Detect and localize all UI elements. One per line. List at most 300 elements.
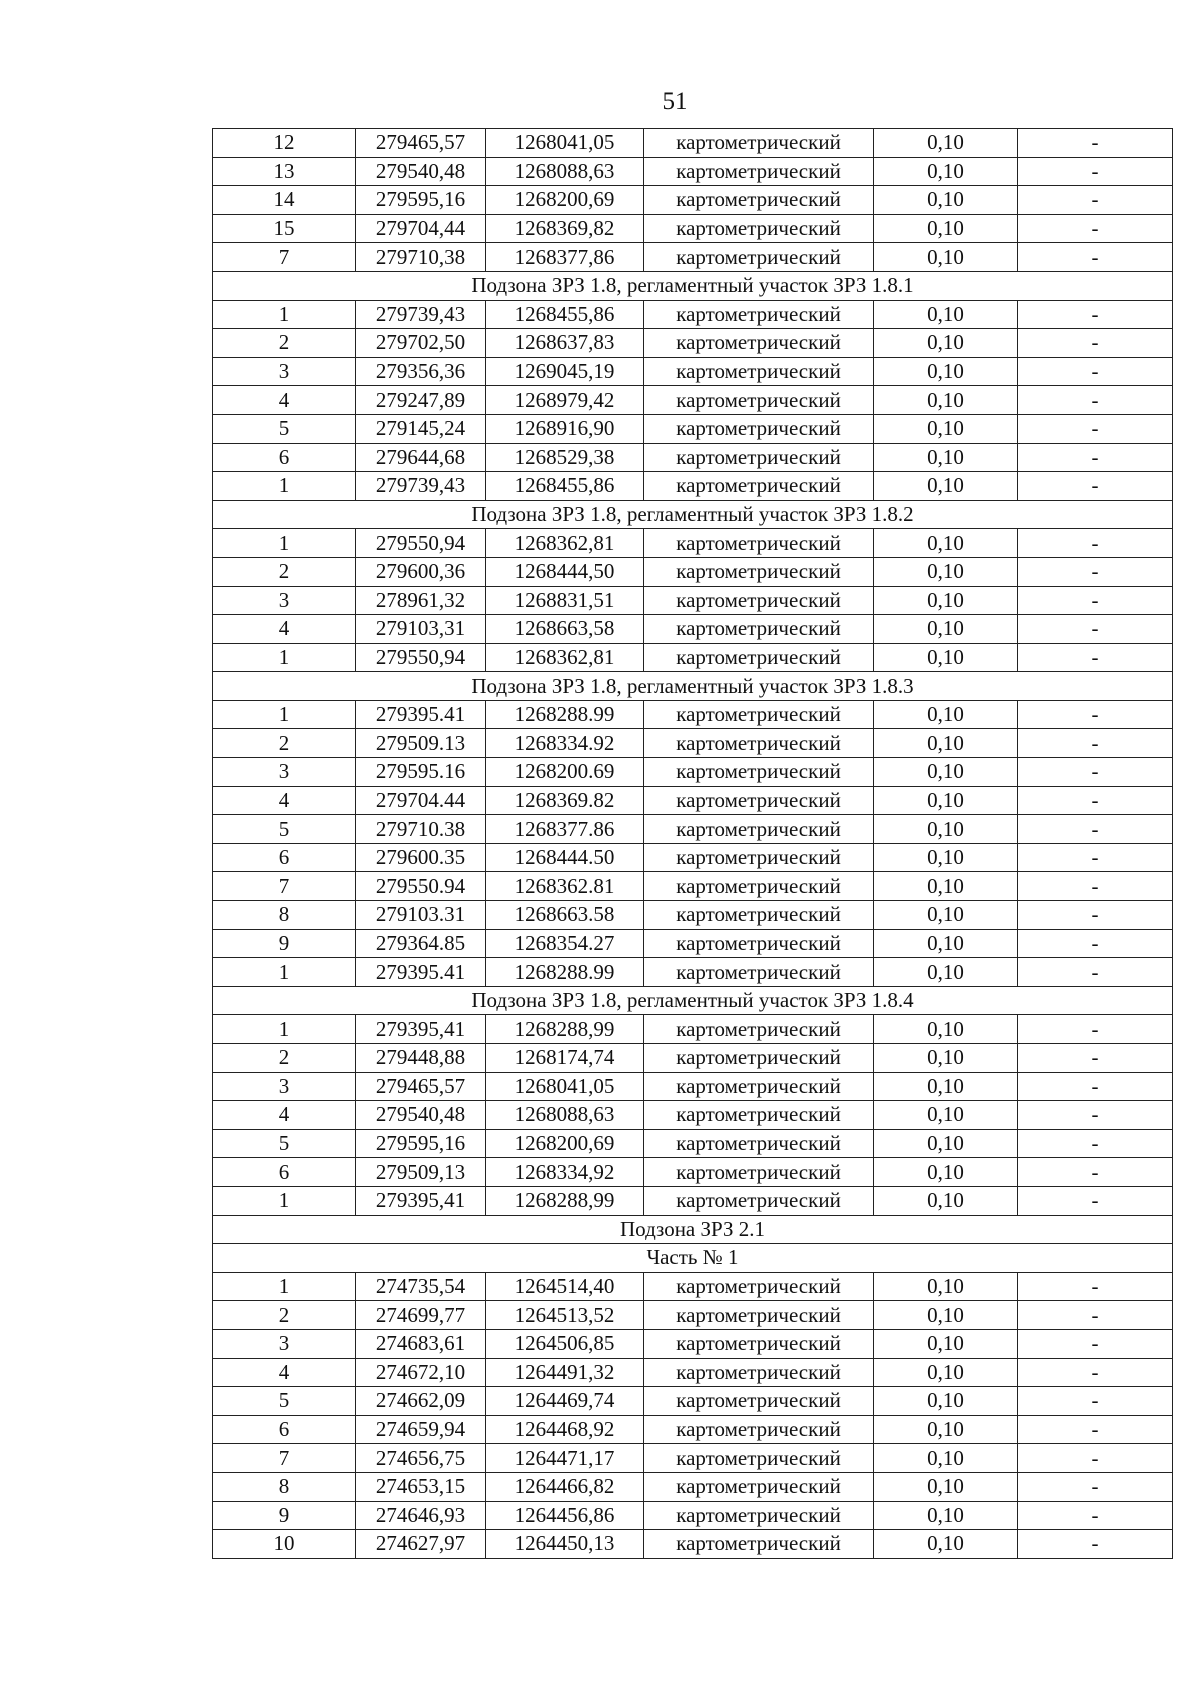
y-coordinate-cell: 1264471,17 [486, 1444, 644, 1473]
description-cell: - [1018, 472, 1173, 501]
y-coordinate-cell: 1268916,90 [486, 414, 644, 443]
y-coordinate-cell: 1268444.50 [486, 843, 644, 872]
accuracy-cell: 0,10 [874, 329, 1018, 358]
description-cell: - [1018, 1415, 1173, 1444]
y-coordinate-cell: 1268455,86 [486, 472, 644, 501]
x-coordinate-cell: 279600,36 [356, 557, 486, 586]
y-coordinate-cell: 1264466,82 [486, 1472, 644, 1501]
description-cell: - [1018, 1272, 1173, 1301]
point-number-cell: 4 [213, 1101, 356, 1130]
point-number-cell: 6 [213, 843, 356, 872]
method-cell: картометрический [644, 872, 874, 901]
accuracy-cell: 0,10 [874, 1301, 1018, 1330]
accuracy-cell: 0,10 [874, 958, 1018, 987]
accuracy-cell: 0,10 [874, 901, 1018, 930]
point-number-cell: 1 [213, 300, 356, 329]
description-cell: - [1018, 958, 1173, 987]
section-header-row [213, 1244, 1173, 1273]
y-coordinate-cell: 1268200,69 [486, 1129, 644, 1158]
accuracy-cell: 0,10 [874, 1101, 1018, 1130]
x-coordinate-cell: 279356,36 [356, 357, 486, 386]
accuracy-cell: 0,10 [874, 1387, 1018, 1416]
x-coordinate-cell: 279550,94 [356, 643, 486, 672]
y-coordinate-cell: 1268334,92 [486, 1158, 644, 1187]
table-row [213, 186, 1173, 215]
x-coordinate-cell: 279145,24 [356, 414, 486, 443]
method-cell: картометрический [644, 843, 874, 872]
y-coordinate-cell: 1268979,42 [486, 386, 644, 415]
y-coordinate-cell: 1268088,63 [486, 157, 644, 186]
method-cell: картометрический [644, 529, 874, 558]
method-cell: картометрический [644, 1501, 874, 1530]
y-coordinate-cell: 1268663,58 [486, 615, 644, 644]
accuracy-cell: 0,10 [874, 586, 1018, 615]
table-row [213, 1444, 1173, 1473]
section-header-row [213, 500, 1173, 529]
point-number-cell: 6 [213, 1158, 356, 1187]
accuracy-cell: 0,10 [874, 1272, 1018, 1301]
method-cell: картометрический [644, 758, 874, 787]
x-coordinate-cell: 279595.16 [356, 758, 486, 787]
accuracy-cell: 0,10 [874, 529, 1018, 558]
accuracy-cell: 0,10 [874, 414, 1018, 443]
accuracy-cell: 0,10 [874, 300, 1018, 329]
point-number-cell: 12 [213, 129, 356, 158]
table-row [213, 1015, 1173, 1044]
point-number-cell: 1 [213, 700, 356, 729]
method-cell: картометрический [644, 443, 874, 472]
y-coordinate-cell: 1268369,82 [486, 214, 644, 243]
description-cell: - [1018, 1501, 1173, 1530]
description-cell: - [1018, 1530, 1173, 1559]
table-row [213, 1158, 1173, 1187]
point-number-cell: 5 [213, 1387, 356, 1416]
y-coordinate-cell: 1268334.92 [486, 729, 644, 758]
point-number-cell: 3 [213, 758, 356, 787]
table-row [213, 557, 1173, 586]
x-coordinate-cell: 279364.85 [356, 929, 486, 958]
description-cell: - [1018, 1472, 1173, 1501]
accuracy-cell: 0,10 [874, 1501, 1018, 1530]
method-cell: картометрический [644, 1072, 874, 1101]
table-row [213, 1472, 1173, 1501]
section-title: Подзона ЗРЗ 1.8, регламентный участок ЗРЗ 1.8.1 [213, 271, 1173, 300]
point-number-cell: 1 [213, 1272, 356, 1301]
y-coordinate-cell: 1268377.86 [486, 815, 644, 844]
y-coordinate-cell: 1268200.69 [486, 758, 644, 787]
method-cell: картометрический [644, 357, 874, 386]
method-cell: картометрический [644, 586, 874, 615]
x-coordinate-cell: 279644,68 [356, 443, 486, 472]
accuracy-cell: 0,10 [874, 1530, 1018, 1559]
method-cell: картометрический [644, 1044, 874, 1073]
description-cell: - [1018, 1186, 1173, 1215]
table-row [213, 643, 1173, 672]
description-cell: - [1018, 786, 1173, 815]
description-cell: - [1018, 758, 1173, 787]
point-number-cell: 6 [213, 1415, 356, 1444]
accuracy-cell: 0,10 [874, 129, 1018, 158]
section-header-row [213, 986, 1173, 1015]
table-row [213, 815, 1173, 844]
point-number-cell: 8 [213, 1472, 356, 1501]
coordinates-table [212, 128, 1173, 1559]
y-coordinate-cell: 1268362,81 [486, 643, 644, 672]
method-cell: картометрический [644, 472, 874, 501]
point-number-cell: 2 [213, 1044, 356, 1073]
point-number-cell: 13 [213, 157, 356, 186]
accuracy-cell: 0,10 [874, 357, 1018, 386]
y-coordinate-cell: 1268088,63 [486, 1101, 644, 1130]
page-number: 51 [662, 88, 688, 115]
point-number-cell: 7 [213, 243, 356, 272]
x-coordinate-cell: 279739,43 [356, 472, 486, 501]
accuracy-cell: 0,10 [874, 815, 1018, 844]
y-coordinate-cell: 1268288.99 [486, 700, 644, 729]
x-coordinate-cell: 279739,43 [356, 300, 486, 329]
table-row [213, 157, 1173, 186]
y-coordinate-cell: 1268041,05 [486, 1072, 644, 1101]
y-coordinate-cell: 1268637,83 [486, 329, 644, 358]
description-cell: - [1018, 529, 1173, 558]
point-number-cell: 14 [213, 186, 356, 215]
x-coordinate-cell: 274659,94 [356, 1415, 486, 1444]
point-number-cell: 1 [213, 529, 356, 558]
point-number-cell: 5 [213, 1129, 356, 1158]
x-coordinate-cell: 279465,57 [356, 129, 486, 158]
point-number-cell: 15 [213, 214, 356, 243]
x-coordinate-cell: 279465,57 [356, 1072, 486, 1101]
point-number-cell: 9 [213, 1501, 356, 1530]
table-row [213, 443, 1173, 472]
y-coordinate-cell: 1268455,86 [486, 300, 644, 329]
point-number-cell: 4 [213, 786, 356, 815]
method-cell: картометрический [644, 1444, 874, 1473]
point-number-cell: 4 [213, 1358, 356, 1387]
y-coordinate-cell: 1268377,86 [486, 243, 644, 272]
description-cell: - [1018, 1329, 1173, 1358]
table-row [213, 329, 1173, 358]
x-coordinate-cell: 279595,16 [356, 186, 486, 215]
description-cell: - [1018, 414, 1173, 443]
method-cell: картометрический [644, 786, 874, 815]
x-coordinate-cell: 274646,93 [356, 1501, 486, 1530]
point-number-cell: 8 [213, 901, 356, 930]
x-coordinate-cell: 274699,77 [356, 1301, 486, 1330]
y-coordinate-cell: 1264450,13 [486, 1530, 644, 1559]
method-cell: картометрический [644, 1158, 874, 1187]
description-cell: - [1018, 1072, 1173, 1101]
method-cell: картометрический [644, 1272, 874, 1301]
accuracy-cell: 0,10 [874, 386, 1018, 415]
x-coordinate-cell: 274672,10 [356, 1358, 486, 1387]
accuracy-cell: 0,10 [874, 214, 1018, 243]
table-row [213, 300, 1173, 329]
description-cell: - [1018, 357, 1173, 386]
x-coordinate-cell: 279395.41 [356, 700, 486, 729]
table-row [213, 243, 1173, 272]
description-cell: - [1018, 214, 1173, 243]
table-row [213, 700, 1173, 729]
x-coordinate-cell: 274735,54 [356, 1272, 486, 1301]
table-row [213, 1072, 1173, 1101]
description-cell: - [1018, 1301, 1173, 1330]
description-cell: - [1018, 729, 1173, 758]
accuracy-cell: 0,10 [874, 700, 1018, 729]
x-coordinate-cell: 274653,15 [356, 1472, 486, 1501]
y-coordinate-cell: 1268362.81 [486, 872, 644, 901]
section-title: Подзона ЗРЗ 1.8, регламентный участок ЗРЗ 1.8.2 [213, 500, 1173, 529]
description-cell: - [1018, 443, 1173, 472]
point-number-cell: 6 [213, 443, 356, 472]
accuracy-cell: 0,10 [874, 729, 1018, 758]
y-coordinate-cell: 1264469,74 [486, 1387, 644, 1416]
method-cell: картометрический [644, 300, 874, 329]
accuracy-cell: 0,10 [874, 1329, 1018, 1358]
y-coordinate-cell: 1268444,50 [486, 557, 644, 586]
table-row [213, 1530, 1173, 1559]
description-cell: - [1018, 1101, 1173, 1130]
method-cell: картометрический [644, 1530, 874, 1559]
method-cell: картометрический [644, 414, 874, 443]
x-coordinate-cell: 279600.35 [356, 843, 486, 872]
table-row [213, 729, 1173, 758]
table-row [213, 529, 1173, 558]
section-title: Часть № 1 [213, 1244, 1173, 1273]
description-cell: - [1018, 386, 1173, 415]
description-cell: - [1018, 300, 1173, 329]
point-number-cell: 3 [213, 1329, 356, 1358]
x-coordinate-cell: 279395,41 [356, 1186, 486, 1215]
x-coordinate-cell: 279103,31 [356, 615, 486, 644]
x-coordinate-cell: 279702,50 [356, 329, 486, 358]
method-cell: картометрический [644, 1186, 874, 1215]
x-coordinate-cell: 278961,32 [356, 586, 486, 615]
accuracy-cell: 0,10 [874, 1415, 1018, 1444]
table-row [213, 1501, 1173, 1530]
y-coordinate-cell: 1268362,81 [486, 529, 644, 558]
accuracy-cell: 0,10 [874, 872, 1018, 901]
accuracy-cell: 0,10 [874, 1044, 1018, 1073]
x-coordinate-cell: 279550.94 [356, 872, 486, 901]
section-header-row [213, 271, 1173, 300]
table-row [213, 386, 1173, 415]
point-number-cell: 2 [213, 729, 356, 758]
x-coordinate-cell: 279540,48 [356, 1101, 486, 1130]
accuracy-cell: 0,10 [874, 1186, 1018, 1215]
point-number-cell: 5 [213, 414, 356, 443]
table-row [213, 1272, 1173, 1301]
description-cell: - [1018, 615, 1173, 644]
accuracy-cell: 0,10 [874, 1358, 1018, 1387]
description-cell: - [1018, 329, 1173, 358]
point-number-cell: 7 [213, 872, 356, 901]
table-row [213, 1129, 1173, 1158]
accuracy-cell: 0,10 [874, 557, 1018, 586]
table-row [213, 958, 1173, 987]
method-cell: картометрический [644, 929, 874, 958]
point-number-cell: 4 [213, 615, 356, 644]
point-number-cell: 1 [213, 1186, 356, 1215]
x-coordinate-cell: 279509.13 [356, 729, 486, 758]
method-cell: картометрический [644, 243, 874, 272]
method-cell: картометрический [644, 329, 874, 358]
method-cell: картометрический [644, 1101, 874, 1130]
x-coordinate-cell: 274662,09 [356, 1387, 486, 1416]
method-cell: картометрический [644, 186, 874, 215]
point-number-cell: 3 [213, 1072, 356, 1101]
description-cell: - [1018, 1358, 1173, 1387]
description-cell: - [1018, 1015, 1173, 1044]
table-row [213, 901, 1173, 930]
point-number-cell: 2 [213, 1301, 356, 1330]
table-row [213, 615, 1173, 644]
section-title: Подзона ЗРЗ 1.8, регламентный участок ЗРЗ 1.8.4 [213, 986, 1173, 1015]
y-coordinate-cell: 1264514,40 [486, 1272, 644, 1301]
y-coordinate-cell: 1268354.27 [486, 929, 644, 958]
accuracy-cell: 0,10 [874, 843, 1018, 872]
method-cell: картометрический [644, 129, 874, 158]
table-row [213, 214, 1173, 243]
description-cell: - [1018, 1044, 1173, 1073]
point-number-cell: 4 [213, 386, 356, 415]
point-number-cell: 1 [213, 1015, 356, 1044]
point-number-cell: 9 [213, 929, 356, 958]
accuracy-cell: 0,10 [874, 643, 1018, 672]
y-coordinate-cell: 1268174,74 [486, 1044, 644, 1073]
description-cell: - [1018, 700, 1173, 729]
y-coordinate-cell: 1268288.99 [486, 958, 644, 987]
method-cell: картометрический [644, 729, 874, 758]
accuracy-cell: 0,10 [874, 1472, 1018, 1501]
x-coordinate-cell: 279540,48 [356, 157, 486, 186]
method-cell: картометрический [644, 615, 874, 644]
y-coordinate-cell: 1268663.58 [486, 901, 644, 930]
description-cell: - [1018, 557, 1173, 586]
table-row [213, 586, 1173, 615]
x-coordinate-cell: 279710.38 [356, 815, 486, 844]
table-row [213, 414, 1173, 443]
x-coordinate-cell: 279247,89 [356, 386, 486, 415]
description-cell: - [1018, 929, 1173, 958]
point-number-cell: 5 [213, 815, 356, 844]
method-cell: картометрический [644, 1472, 874, 1501]
x-coordinate-cell: 279448,88 [356, 1044, 486, 1073]
method-cell: картометрический [644, 1129, 874, 1158]
section-title: Подзона ЗРЗ 1.8, регламентный участок ЗРЗ 1.8.3 [213, 672, 1173, 701]
description-cell: - [1018, 129, 1173, 158]
table-row [213, 843, 1173, 872]
description-cell: - [1018, 157, 1173, 186]
accuracy-cell: 0,10 [874, 472, 1018, 501]
y-coordinate-cell: 1268200,69 [486, 186, 644, 215]
description-cell: - [1018, 586, 1173, 615]
accuracy-cell: 0,10 [874, 1158, 1018, 1187]
accuracy-cell: 0,10 [874, 615, 1018, 644]
x-coordinate-cell: 279595,16 [356, 1129, 486, 1158]
method-cell: картометрический [644, 700, 874, 729]
description-cell: - [1018, 815, 1173, 844]
method-cell: картометрический [644, 901, 874, 930]
table-row [213, 1329, 1173, 1358]
accuracy-cell: 0,10 [874, 186, 1018, 215]
table-row [213, 929, 1173, 958]
method-cell: картометрический [644, 1301, 874, 1330]
y-coordinate-cell: 1268288,99 [486, 1186, 644, 1215]
point-number-cell: 2 [213, 557, 356, 586]
description-cell: - [1018, 243, 1173, 272]
table-row [213, 1186, 1173, 1215]
accuracy-cell: 0,10 [874, 443, 1018, 472]
y-coordinate-cell: 1268041,05 [486, 129, 644, 158]
x-coordinate-cell: 279395.41 [356, 958, 486, 987]
method-cell: картометрический [644, 1387, 874, 1416]
y-coordinate-cell: 1268529,38 [486, 443, 644, 472]
method-cell: картометрический [644, 386, 874, 415]
y-coordinate-cell: 1268369.82 [486, 786, 644, 815]
x-coordinate-cell: 279509,13 [356, 1158, 486, 1187]
y-coordinate-cell: 1264456,86 [486, 1501, 644, 1530]
method-cell: картометрический [644, 157, 874, 186]
section-title: Подзона ЗРЗ 2.1 [213, 1215, 1173, 1244]
point-number-cell: 3 [213, 357, 356, 386]
table-row [213, 1044, 1173, 1073]
x-coordinate-cell: 279550,94 [356, 529, 486, 558]
table-row [213, 1301, 1173, 1330]
table-row [213, 1387, 1173, 1416]
x-coordinate-cell: 279704,44 [356, 214, 486, 243]
y-coordinate-cell: 1268831,51 [486, 586, 644, 615]
section-header-row [213, 672, 1173, 701]
point-number-cell: 3 [213, 586, 356, 615]
accuracy-cell: 0,10 [874, 786, 1018, 815]
accuracy-cell: 0,10 [874, 929, 1018, 958]
x-coordinate-cell: 279704.44 [356, 786, 486, 815]
table-row [213, 1415, 1173, 1444]
table-row [213, 872, 1173, 901]
point-number-cell: 1 [213, 958, 356, 987]
accuracy-cell: 0,10 [874, 243, 1018, 272]
method-cell: картометрический [644, 557, 874, 586]
y-coordinate-cell: 1264513,52 [486, 1301, 644, 1330]
y-coordinate-cell: 1264491,32 [486, 1358, 644, 1387]
method-cell: картометрический [644, 1415, 874, 1444]
point-number-cell: 2 [213, 329, 356, 358]
table-row [213, 786, 1173, 815]
x-coordinate-cell: 279103.31 [356, 901, 486, 930]
accuracy-cell: 0,10 [874, 1129, 1018, 1158]
method-cell: картометрический [644, 1015, 874, 1044]
description-cell: - [1018, 1129, 1173, 1158]
method-cell: картометрический [644, 214, 874, 243]
point-number-cell: 1 [213, 472, 356, 501]
point-number-cell: 10 [213, 1530, 356, 1559]
description-cell: - [1018, 872, 1173, 901]
x-coordinate-cell: 274656,75 [356, 1444, 486, 1473]
accuracy-cell: 0,10 [874, 1015, 1018, 1044]
table-row [213, 1358, 1173, 1387]
point-number-cell: 1 [213, 643, 356, 672]
accuracy-cell: 0,10 [874, 758, 1018, 787]
section-header-row [213, 1215, 1173, 1244]
point-number-cell: 7 [213, 1444, 356, 1473]
table-row [213, 472, 1173, 501]
description-cell: - [1018, 643, 1173, 672]
accuracy-cell: 0,10 [874, 1444, 1018, 1473]
method-cell: картометрический [644, 815, 874, 844]
coordinates-table-body [213, 129, 1173, 1559]
table-row [213, 357, 1173, 386]
